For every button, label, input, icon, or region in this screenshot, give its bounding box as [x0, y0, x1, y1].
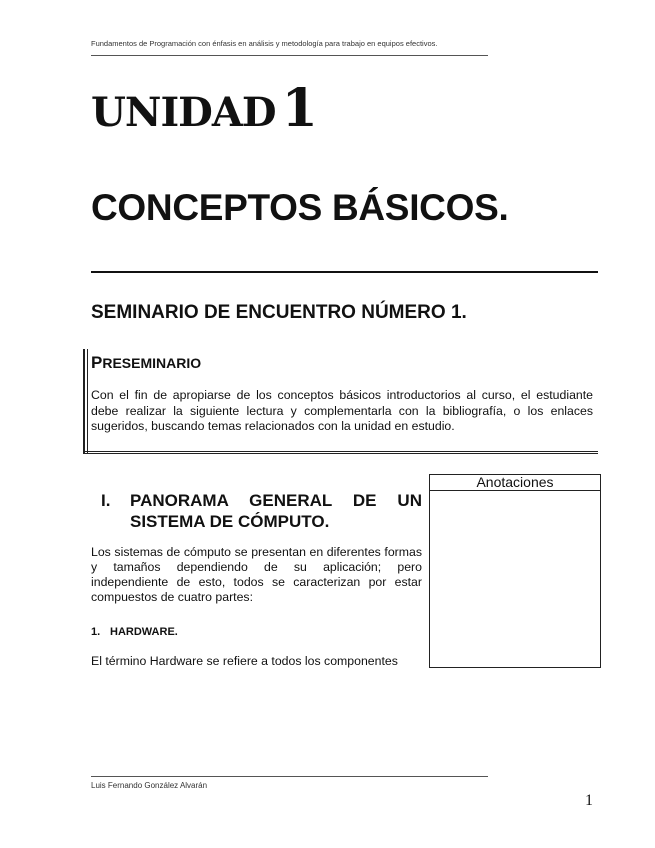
subsection-title: HARDWARE. — [110, 626, 178, 638]
preseminar-body: Con el fin de apropiarse de los conceptos básicos introductorios al curso, el estudiante debe realizar la siguiente lectura y complementarla con la bibliografía, o los enlaces sugeridos, buscando temas relacionados con la unidad en estudio. — [91, 388, 593, 433]
unit-number: 1 — [281, 78, 317, 139]
section-title: PANORAMA GENERAL DE UN SISTEMA DE CÓMPUTO. — [130, 491, 422, 531]
preseminar-title-rest: RESEMINARIO — [102, 355, 202, 371]
subsection-text: El término Hardware se refiere a todos los componentes — [91, 654, 398, 668]
chapter-divider — [91, 271, 598, 273]
preseminar-border-bottom — [83, 451, 598, 452]
unit-title — [91, 78, 317, 140]
section-paragraph: Los sistemas de cómputo se presentan en diferentes formas y tamaños dependiendo de su aplicación; pero independiente de esto, todos se caracterizan por estar compuestos de cuatro partes: — [91, 545, 422, 604]
footer-divider — [91, 776, 488, 777]
unit-label: UNIDAD — [91, 89, 276, 136]
preseminar-title — [91, 353, 201, 373]
preseminar-title-initial: P — [91, 353, 103, 372]
chapter-title: CONCEPTOS BÁSICOS. — [91, 187, 509, 228]
preseminar-border-left — [83, 349, 85, 454]
preseminar-box — [83, 349, 598, 454]
preseminar-border-bottom-outer — [83, 453, 598, 454]
annotations-box — [429, 474, 601, 668]
section-number: I. — [101, 491, 111, 510]
header-divider — [91, 55, 488, 56]
footer-author: Luis Fernando González Alvarán — [91, 781, 208, 790]
annotations-heading: Anotaciones — [430, 475, 600, 491]
page-number: 1 — [585, 792, 593, 809]
seminar-title: SEMINARIO DE ENCUENTRO NÚMERO 1. — [91, 302, 467, 323]
preseminar-border-left-inner — [87, 349, 88, 454]
subsection-number: 1. — [91, 626, 101, 638]
running-header: Fundamentos de Programación con énfasis en análisis y metodología para trabajo en equipos efectivos. — [91, 39, 438, 48]
